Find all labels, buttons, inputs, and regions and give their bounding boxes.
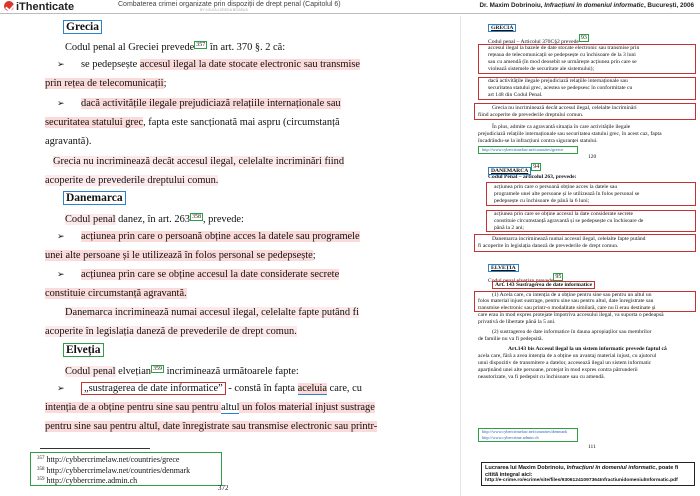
source-line: folos material injust sustrage, pentru sine sau pentru altul, date înregistrate sau [478, 298, 654, 304]
footnote-ref[interactable]: 359 [153, 366, 163, 372]
page-number: 120 [588, 154, 597, 160]
source-line: Art.143 bis Accesul ilegal la un sistem informatic prevede faptul că [508, 346, 667, 352]
bullet-line: ➢ se pedepsește accesul ilegal la date stocate electronic sau transmise [57, 57, 360, 73]
source-line: acțiunea prin care se obține accesul la date considerate secrete [494, 211, 633, 217]
text-line [45, 400, 375, 415]
footnote-ref[interactable]: 94 [533, 164, 540, 170]
source-line: unui dispozitiv de transmitere a datelor, accesează ilegal un sistem informatic [478, 360, 652, 366]
source-line: care erau în mod expres protejate împotriva accesului ilegal, va suporta o pedeapsă [478, 312, 664, 318]
page-number: 372 [218, 484, 229, 492]
arrow-bullet-icon: ➢ [57, 99, 65, 109]
source-line: de familie nu va fi pedepsită. [478, 336, 543, 342]
text-line: unei alte persoane și le utilizează în folos personal se pedepsește; [45, 250, 316, 261]
document-subtitle: BY LOLEA LOREDA BOGEUS [200, 8, 248, 12]
page-divider [460, 16, 461, 496]
match-highlight[interactable]: acoperite de prevederile dreptului comun. [45, 175, 219, 186]
source-line [492, 282, 595, 289]
section-heading-grecia[interactable]: Grecia [63, 20, 102, 34]
footnote: $^{358}$ http://cybbercrimelaw.net/countries/denmark [37, 465, 191, 475]
source-line: pedepsește cu închisoare de până la 6 luni; [494, 198, 590, 204]
match-highlight[interactable]: un folos material injust sustrage [239, 402, 375, 413]
text-line: Codul penal danez, în art. 263 $^{358}$ , prevede: [65, 214, 244, 225]
viewer-header [0, 0, 700, 14]
text-line [45, 324, 297, 339]
bullet-line [57, 229, 360, 245]
document-title: Combaterea crimei organizate prin dispoziții de drept penal (Capitolul 6) [118, 1, 341, 8]
text-line [53, 154, 344, 169]
footnote: $^{357}$ http://cybbercrimelaw.net/countries/grece [37, 455, 180, 464]
source-line: accesul ilegal la bazele de date stocate electronic sau transmise prin [488, 45, 640, 51]
source-line: În plus, admite ca agravantă situația în care activitățile ilegale [492, 124, 631, 130]
match-highlight[interactable]: securitatea statului grec [45, 117, 144, 128]
text-line [45, 286, 187, 301]
section-heading-danemarca[interactable]: Danemarca [63, 191, 126, 205]
footnotes-box[interactable] [30, 452, 222, 486]
match-box[interactable]: Art. 143 Sustragerea de date informatice [492, 281, 595, 289]
match-highlight[interactable]: accesul ilegal la date stocate electronic sau transmise [139, 59, 360, 70]
source-line: acțiunea prin care o persoană obține acces la datele sau [494, 184, 618, 190]
check-icon [4, 1, 14, 11]
text-line: securitatea statului grec, fapta este sancționată mai aspru (circumstanță [45, 117, 340, 128]
source-line: rețeaua de telecomunicații se pedepsește cu închisoare de la 3 luni [488, 52, 636, 58]
match-highlight[interactable]: intenția de a obține pentru sine sau pentru [45, 402, 222, 413]
text-line [45, 419, 377, 434]
source-line: fi acoperite în legislația daneză de prevederile de drept comun. [478, 243, 619, 249]
match-highlight[interactable]: aceluia [297, 383, 328, 394]
source-line: sau cu amendă (în mod deosebit se urmărește acțiunea prin care se [488, 59, 637, 65]
source-line: acela care, fără a avea intenția de a obține un avantaj material injust, cu ajutorul [478, 353, 657, 359]
text-line: Codul penal elvețian $^{359}$ incriminează următoarele fapte: [65, 366, 299, 377]
source-line: constituie circumstanță agravantă și se pedepsește cu închisoare de [494, 218, 644, 224]
source-url[interactable]: http://e-crime.ro/ecrime/site/files/93061241097364InfractiunidomeniulInformatic.pdf [485, 478, 678, 484]
source-heading-elvetia[interactable]: ELVEȚIA [488, 264, 519, 272]
arrow-bullet-icon: ➢ [57, 60, 65, 70]
footnote: $^{359}$ http://cybbercrime.admin.ch [37, 476, 138, 485]
source-heading-danemarca[interactable]: DANEMARCA [488, 167, 531, 175]
match-highlight[interactable]: acțiunea prin care o persoană obține acces la datele sau programele [81, 231, 360, 242]
match-highlight[interactable]: Codul penal [65, 366, 116, 377]
footnote-link[interactable]: http://www.cybercrimelaw.net/countries/greece [482, 147, 564, 152]
match-box[interactable]: „sustragerea de date informatice” [81, 382, 226, 395]
source-line: fiind acoperite de prevederile dreptului comun. [478, 112, 584, 118]
match-highlight[interactable]: constituie circumstanță agravantă. [45, 288, 187, 299]
footnote-ref[interactable]: 357 [196, 42, 206, 48]
source-line: Grecia nu incriminează decât accesul ilegal, celelalte incriminări [492, 105, 637, 111]
match-highlight[interactable]: pentru sine sau pentru altul, date înregistrate sau transmise electronic sau printr- [45, 421, 378, 432]
text-line: prin rețea de telecomunicații; [45, 78, 167, 89]
bullet-line [57, 96, 341, 112]
source-line: privativă de libertate până la 5 ani. [478, 319, 556, 325]
footnote-ref[interactable]: 93 [580, 35, 587, 41]
arrow-bullet-icon: ➢ [57, 384, 65, 394]
arrow-bullet-icon: ➢ [57, 270, 65, 280]
match-highlight[interactable]: acoperite în legislația daneză de prevederile de drept comun. [45, 326, 297, 337]
source-line: încadrându-se la infracțiuni contra siguranței statului. [478, 138, 598, 144]
source-line: violează sistemele de securitate ale sistemului); [488, 66, 595, 72]
source-line: Codul penal – Articolul 370C§2 prevede93 [488, 35, 587, 45]
source-heading-grecia[interactable]: GRECIA [488, 24, 516, 32]
footnote-separator [40, 448, 150, 449]
source-line: prejudiciază relațiile internaționale sau securitatea statului grec, în acest caz, fapta [478, 131, 662, 137]
match-highlight[interactable]: Grecia nu incriminează decât accesul ilegal, celelalte incriminări fiind [53, 156, 345, 167]
bullet-line [57, 267, 339, 283]
footnote-link[interactable]: http://www.cybercrime.admin.ch [482, 435, 539, 440]
arrow-bullet-icon: ➢ [57, 232, 65, 242]
match-highlight[interactable]: Codul penal [65, 214, 116, 225]
match-highlight[interactable]: prin rețea de telecomunicații [45, 78, 164, 89]
text-line [45, 173, 218, 188]
source-line: Danemarca incriminează numai accesul ilegal, celelalte fapte putând [492, 236, 646, 242]
text-line: agravantă). [45, 136, 92, 147]
source-title: Dr. Maxim Dobrinoiu, Infracțiuni în domeniul informatic, București, 2006 [479, 2, 694, 9]
text-line [65, 305, 359, 320]
match-highlight[interactable]: dacă activitățile ilegale prejudiciază relațiile internaționale sau [81, 98, 341, 109]
source-line: programele unei alte persoane și le utilizează în folos personal se [494, 191, 640, 197]
source-line: dacă activitățile ilegale prejudiciază relațiile internaționale sau [488, 78, 628, 84]
footnote-ref[interactable]: 358 [191, 214, 201, 220]
source-line: art 148 din Codul Penal. [488, 92, 543, 98]
ithenticate-logo[interactable]: iThenticate [4, 1, 74, 13]
text-line: Codul penal al Greciei prevede $^{357}$ în art. 370 §. 2 că: [65, 42, 286, 53]
source-line: Codul Penal – articolul 263, prevede: [488, 174, 577, 180]
source-line: (1) Acela care, cu intenția de a obține pentru sine sau pentru un altul un [492, 292, 652, 298]
footnote-ref[interactable]: 95 [555, 274, 562, 280]
page-number: 111 [588, 444, 596, 450]
bullet-line: ➢ „sustragerea de date informatice” - constă în fapta aceluia care, cu [57, 381, 362, 397]
source-line: aparținând unei alte persoane, protejat în mod expres contra pătrunderii [478, 367, 638, 373]
match-highlight[interactable]: unei alte persoane și le utilizează în folos personal se pedepsește [45, 250, 313, 261]
footnote-link[interactable]: http://www.cybercrimelaw.net/countries/denmark [482, 429, 568, 434]
source-line: transmise electronic sau printr-o modalitate similară, care nu îi erau destinate și [478, 305, 656, 311]
match-highlight[interactable]: acțiunea prin care se obține accesul la date considerate secrete [81, 269, 340, 280]
source-line: până la 2 ani; [494, 225, 524, 231]
source-line: securitatea statului grec, acestea se pedepsesc în conformitate cu [488, 85, 633, 91]
source-line: Codul penal elvețian prevede95 [488, 274, 562, 284]
source-line: (2) sustragerea de date informatice în dauna apropiaților sau membrilor [492, 329, 652, 335]
match-word[interactable]: altul [221, 402, 240, 413]
section-heading-elvetia[interactable]: Elveția [63, 343, 104, 357]
match-highlight[interactable]: Danemarca incriminează numai accesul ilegal, celelalte fapte putând fi [65, 307, 359, 318]
source-notice: Lucrarea lui Maxim Dobrinoiu, Infracțiuni în domeniul informatic, poate fi citită integral aici: http://e-crime.ro/ecrime/site/files/93061241097364InfractiunidomeniulInformatic.pdf [481, 462, 695, 486]
source-line: neautorizate, va fi pedepsit cu închisoare sau cu amendă. [478, 374, 606, 380]
